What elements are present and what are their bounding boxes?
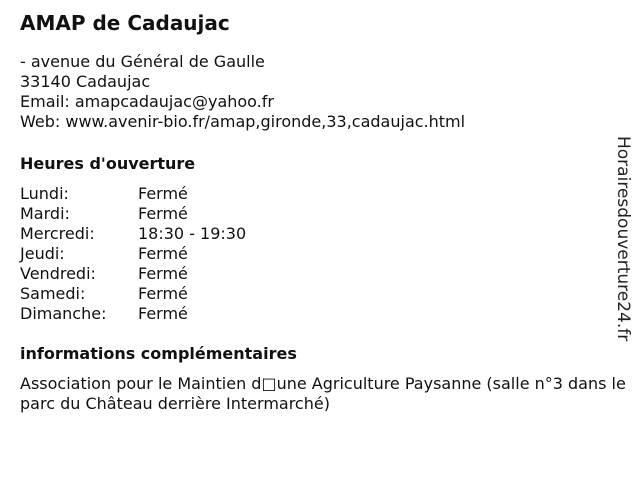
address-block [20, 52, 610, 132]
web-line: Web: www.avenir-bio.fr/amap,gironde,33,cadaujac.html [20, 112, 466, 131]
hours-row [20, 244, 610, 264]
info-heading: informations complémentaires [20, 344, 297, 363]
hours-row [20, 304, 610, 324]
hours-time: Fermé [138, 204, 188, 223]
hours-heading: Heures d'ouverture [20, 154, 196, 173]
hours-row [20, 264, 610, 284]
hours-time: Fermé [138, 184, 188, 203]
hours-row [20, 204, 610, 224]
hours-time: Fermé [138, 264, 188, 283]
email-line: Email: amapcadaujac@yahoo.fr [20, 92, 274, 111]
site-watermark: Horairesdouverture24.fr [613, 136, 633, 342]
hours-row [20, 184, 610, 204]
hours-day: Mardi: [20, 204, 70, 223]
hours-time: Fermé [138, 284, 188, 303]
hours-table [20, 184, 610, 324]
hours-row [20, 224, 610, 244]
hours-day: Lundi: [20, 184, 69, 203]
postal-city: 33140 Cadaujac [20, 72, 151, 91]
hours-time: 18:30 - 19:30 [138, 224, 247, 243]
street-address: - avenue du Général de Gaulle [20, 52, 265, 71]
hours-day: Jeudi: [20, 244, 65, 263]
info-text: Association pour le Maintien d□une Agriculture Paysanne (salle n°3 dans le parc du Château derrière Intermarché) [20, 374, 626, 413]
hours-day: Dimanche: [20, 304, 107, 323]
hours-row [20, 284, 610, 304]
hours-time: Fermé [138, 304, 188, 323]
hours-day: Mercredi: [20, 224, 95, 243]
hours-day: Samedi: [20, 284, 86, 303]
listing-title: AMAP de Cadaujac [20, 11, 230, 35]
hours-day: Vendredi: [20, 264, 96, 283]
hours-time: Fermé [138, 244, 188, 263]
